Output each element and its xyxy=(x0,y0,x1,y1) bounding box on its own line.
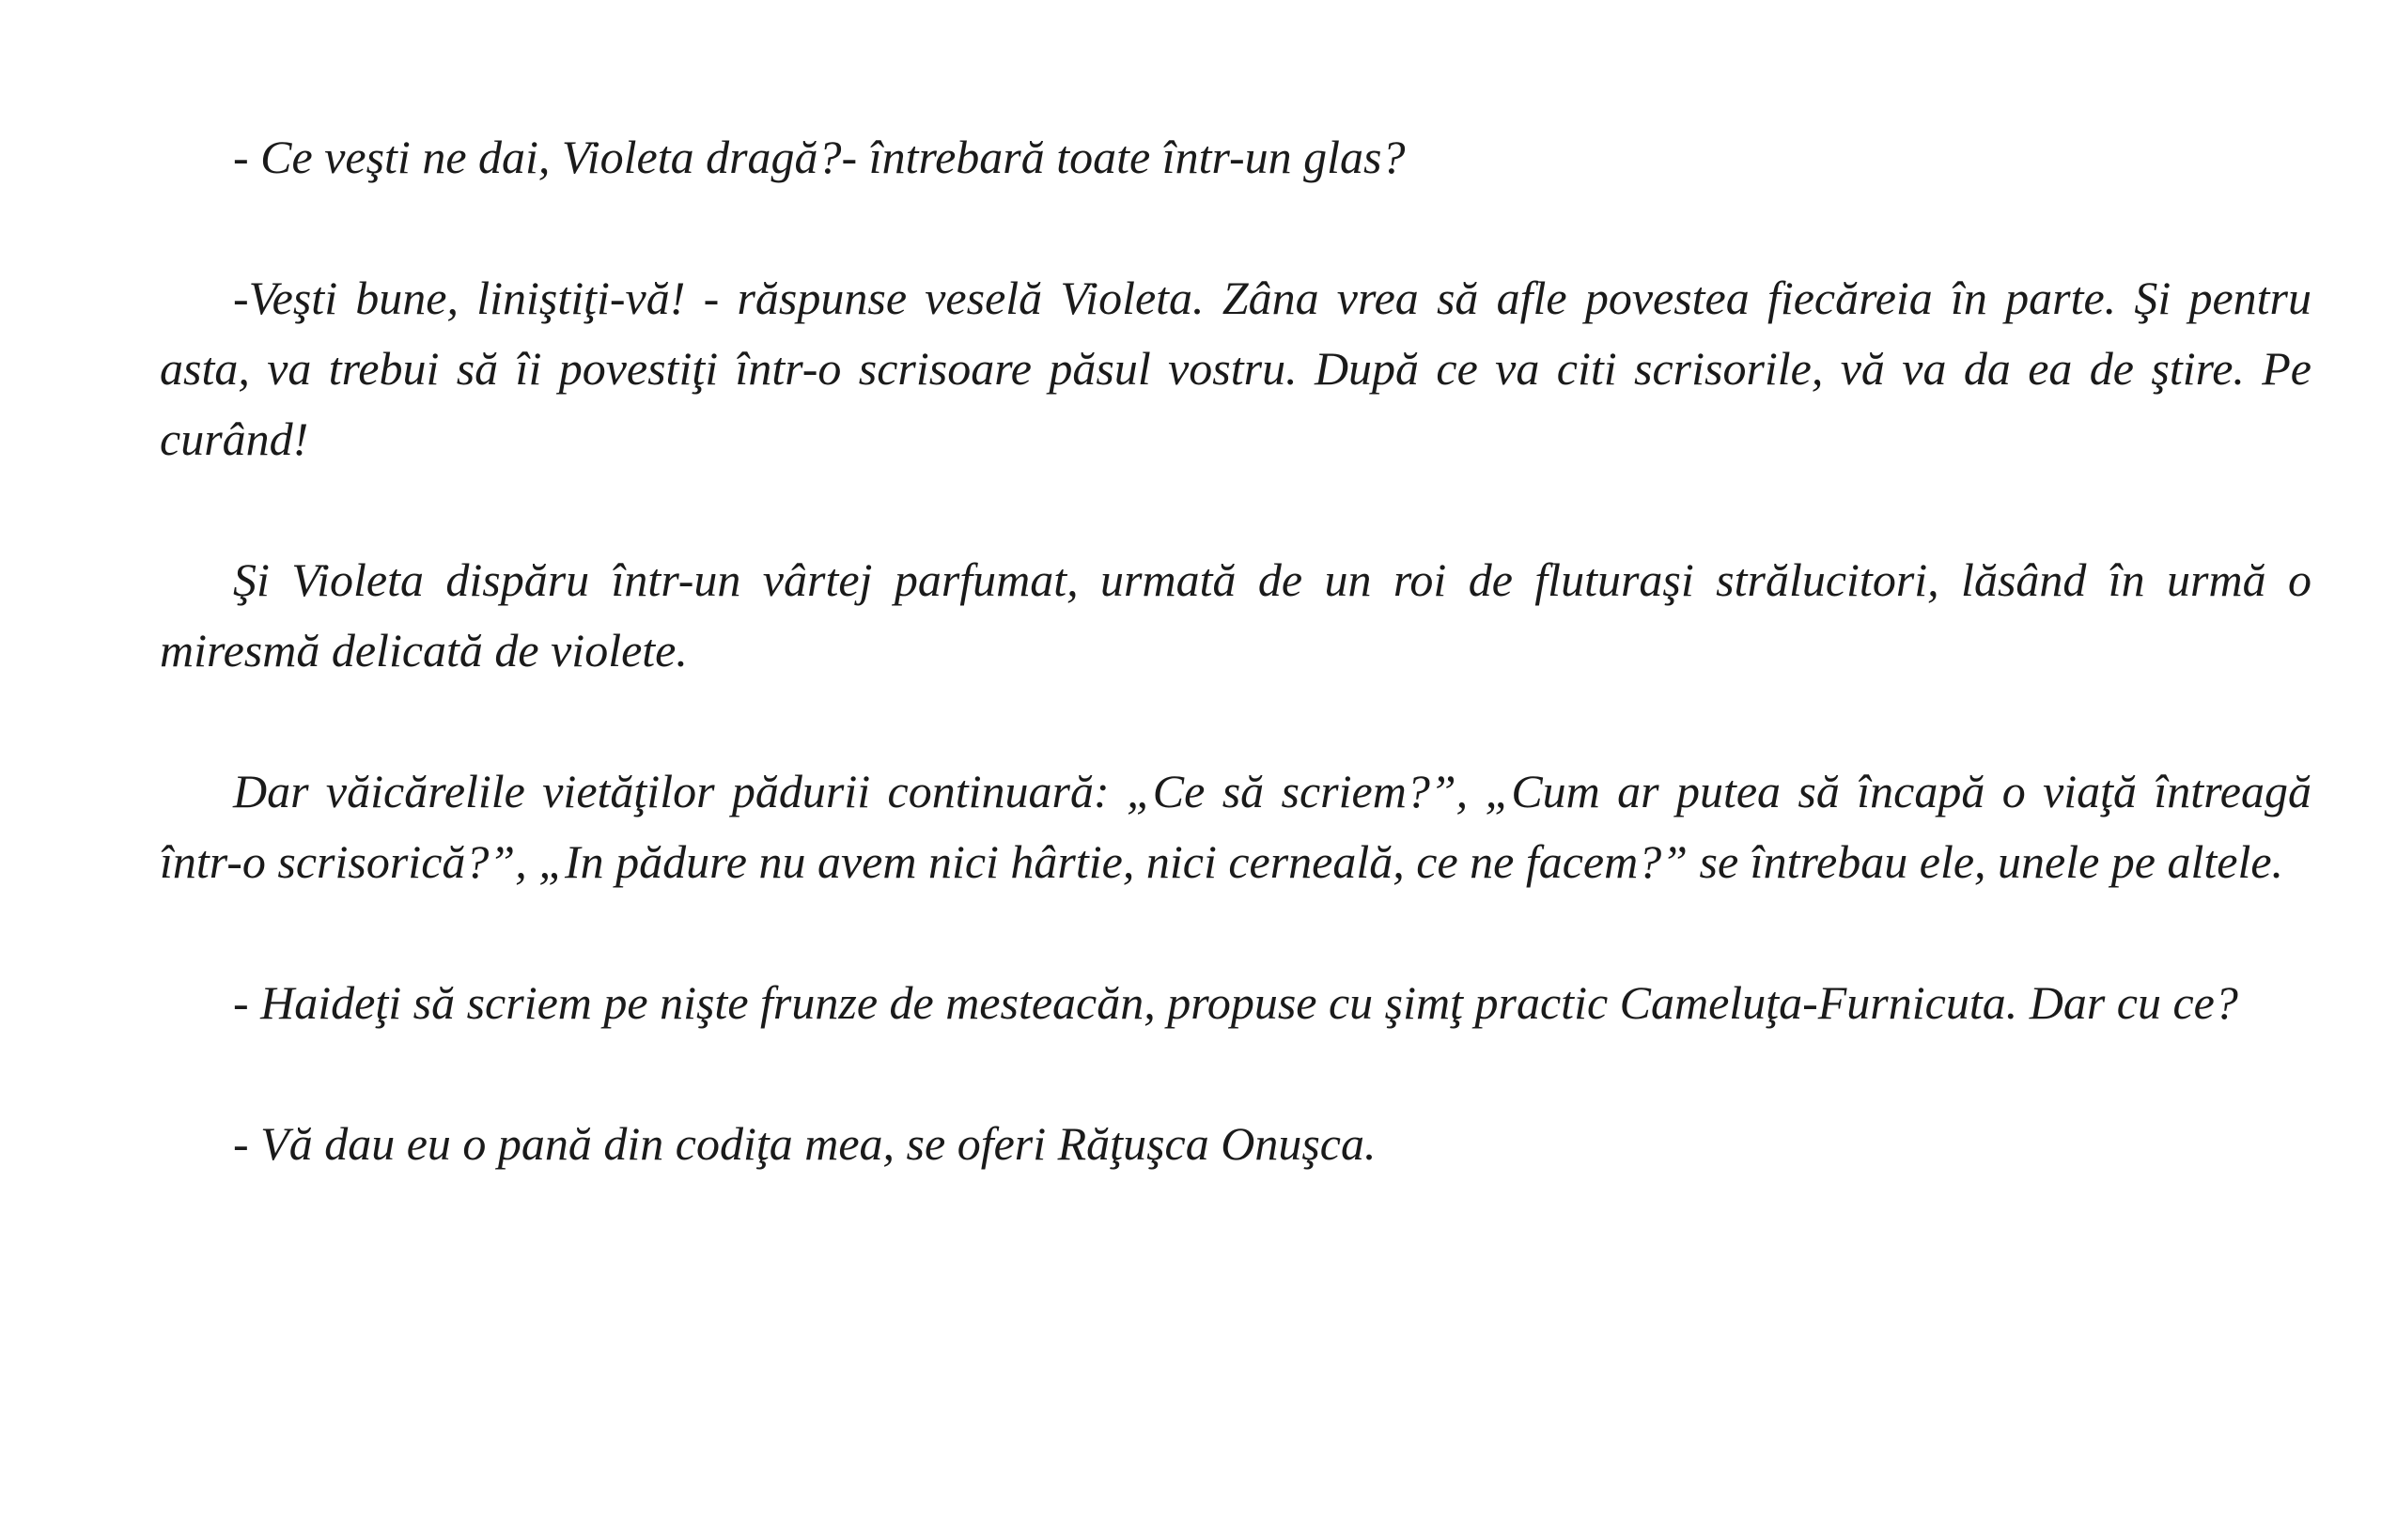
page-body xyxy=(160,122,2311,1179)
paragraph: -Veşti bune, liniştiţi-vă! - răspunse veselă Violeta. Zâna vrea să afle povestea fiecăreia în parte. Şi pentru asta, va trebui să îi povestiţi într-o scrisoare păsul vostru. După ce va citi scrisorile, vă va da ea de ştire. Pe curând! xyxy=(160,272,2311,465)
paragraph: - Haideţi să scriem pe nişte frunze de mesteacăn, propuse cu şimţ practic Cameluţa-Furnicuta. Dar cu ce? xyxy=(233,976,2238,1029)
paragraph: - Vă dau eu o pană din codiţa mea, se oferi Răţuşca Onuşca. xyxy=(233,1117,1377,1170)
paragraph: Şi Violeta dispăru într-un vârtej parfumat, urmată de un roi de fluturaşi strălucitori, lăsând în urmă o miresmă delicată de violete. xyxy=(160,553,2311,677)
paragraph: Dar văicărelile vietăţilor pădurii continuară: „Ce să scriem?”, „Cum ar putea să încapă o viaţă întreagă într-o scrisorică?”, „In pădure nu avem nici hârtie, nici cerneală, ce ne facem?” se întrebau ele, unele pe altele. xyxy=(160,765,2311,888)
paragraph: - Ce veşti ne dai, Violeta dragă?- întrebară toate într-un glas? xyxy=(233,131,1406,183)
